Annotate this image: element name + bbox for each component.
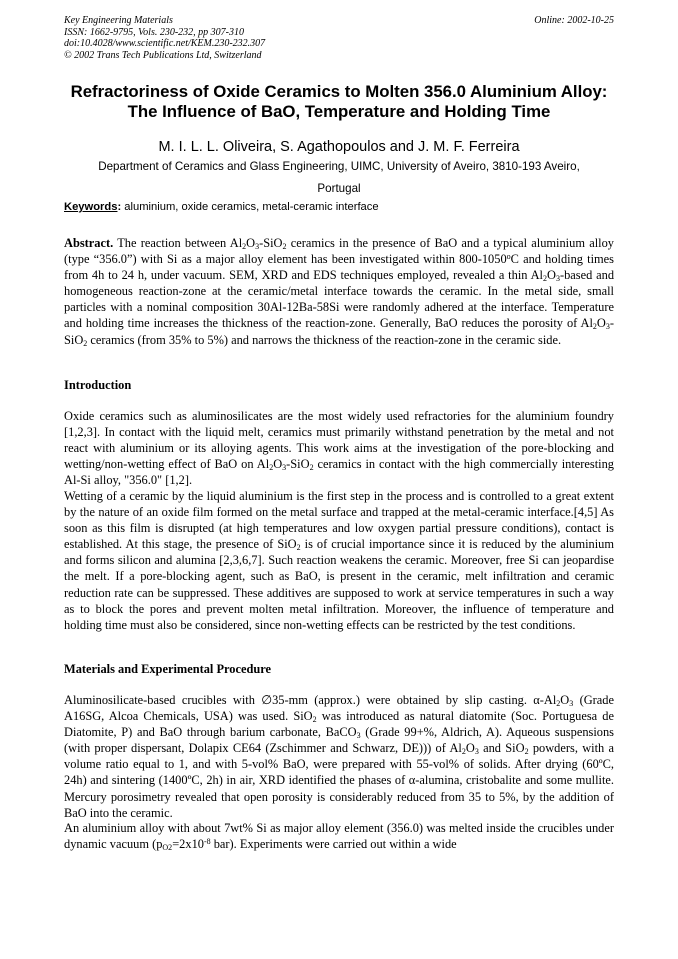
keywords-text: aluminium, oxide ceramics, metal-ceramic interface: [121, 201, 379, 213]
affiliation-line-1: Department of Ceramics and Glass Engineering, UIMC, University of Aveiro, 3810-193 Aveiro,: [98, 160, 580, 173]
title-line-1: Refractoriness of Oxide Ceramics to Molten 356.0 Aluminium Alloy:: [70, 82, 608, 101]
abstract-label: Abstract.: [64, 236, 114, 250]
keywords-line: [64, 199, 614, 215]
online-date: Online: 2002-10-25: [534, 15, 614, 26]
introduction-heading: Introduction: [64, 378, 132, 392]
author-affiliation: [64, 156, 614, 200]
introduction-paragraph-2: Wetting of a ceramic by the liquid aluminium is the first step in the process and is controlled to a great extent by the nature of an oxide film formed on the metal surface and trapped at the metal-ceramic interface.[4,5] As soon as this film is disrupted (at high temperatures and low oxygen partial pressure conditions), contact is established. At this stage, the presence of SiO$_2$ is of crucial importance since it is reduced by the aluminium and forms silicon and alumina [2,3,6,7]. Such reaction weakens the ceramic. Moreover, free Si can jeopardise the melt. If a pore-blocking agent, such as BaO, is present in the ceramic, melt infiltration and ceramic reduction rate can be suppressed. These additives are supposed to work at service temperatures in such a way as to block the pores and prevent molten metal infiltration. Moreover, the influence of temperature and holding time must also be considered, since non-wetting effects can be restricted by the test conditions.: [64, 489, 614, 632]
materials-paragraph-1: Aluminosilicate-based crucibles with ∅35-mm (approx.) were obtained by slip casting. $\alpha-Al_2O_3$ (Grade A16SG, Alcoa Chemicals, USA) was used. SiO$_2$ was introduced as natural diatomite (Soc. Portuguesa de Diatomite, P) and BaO through barium carbonate, BaCO$_3$ (Grade 99+%, Aldrich, A). Aqueous suspensions (with proper dispersant, Dolapix CE64 (Zschimmer and Schwarz, DE))) of $Al_2O_3$ and SiO$_2$ powders, with a volume ratio equal to 1, and with 5-vol% BaO, were prepared with 55-vol% of solids. After drying (60ºC, 24h) and sintering (1400ºC, 2h) in air, XRD identified the phases of α-alumina, cristobalite and some mullite. Mercury porosimetry revealed that open porosity is considerably reduced from 35 to 5%, by the addition of BaO into the ceramic.: [64, 693, 615, 820]
affiliation-line-2: Portugal: [317, 182, 361, 195]
paper-title: [40, 82, 638, 122]
abstract-paragraph: Abstract. The reaction between $Al_2O_3-SiO_2$ ceramics in the presence of BaO and a typical aluminium alloy (type “356.0”) with Si as a major alloy element has been investigated within 800-1050$^o$C and holding times from 4h to 24 h, under vacuum. SEM, XRD and EDS techniques employed, revealed a thin $Al_2O_3$-based and homogeneous reaction-zone at the ceramic/metal interface towards the ceramic. In the metal side, small particles with a nominal composition 30Al-12Ba-58Si were randomly adhered at the interface. Temperature and holding time increases the thickness of the reaction-zone. Generally, BaO reduces the porosity of $Al_2O_3-SiO_2$ ceramics (from 35% to 5%) and narrows the thickness of the reaction-zone in the ceramic side.: [64, 236, 615, 348]
journal-name: Key Engineering Materials: [64, 15, 173, 26]
journal-copyright: © 2002 Trans Tech Publications Ltd, Switzerland: [64, 49, 262, 61]
introduction-paragraph-1: Oxide ceramics such as aluminosilicates are the most widely used refractories for the aluminium foundry [1,2,3]. In contact with the liquid melt, ceramics must primarily withstand penetration by the metal and not react with aluminium or its alloying agents. This work aims at the investigation of the pore-blocking and wetting/non-wetting effect of BaO on $Al_2O_3-SiO_2$ ceramics in contact with the high commercially interesting Al-Si alloy, "356.0" [1,2].: [64, 409, 615, 488]
journal-header: [64, 15, 484, 61]
materials-paragraph-2: An aluminium alloy with about 7wt% Si as major alloy element (356.0) was melted inside the crucibles under dynamic vacuum ($p_{O2}=2x10^{-8}$ bar). Experiments were carried out within a wide: [64, 821, 614, 853]
journal-issn: ISSN: 1662-9795, Vols. 230-232, pp 307-310: [64, 26, 244, 38]
title-line-2: The Influence of BaO, Temperature and Holding Time: [127, 102, 551, 121]
keywords-colon: :: [117, 201, 122, 213]
author-list: M. I. L. L. Oliveira, S. Agathopoulos and J. M. F. Ferreira: [158, 139, 520, 155]
journal-doi: doi:10.4028/www.scientific.net/KEM.230-232.307: [64, 38, 266, 50]
materials-heading: Materials and Experimental Procedure: [64, 662, 272, 676]
keywords-label: Keywords: [64, 201, 118, 213]
